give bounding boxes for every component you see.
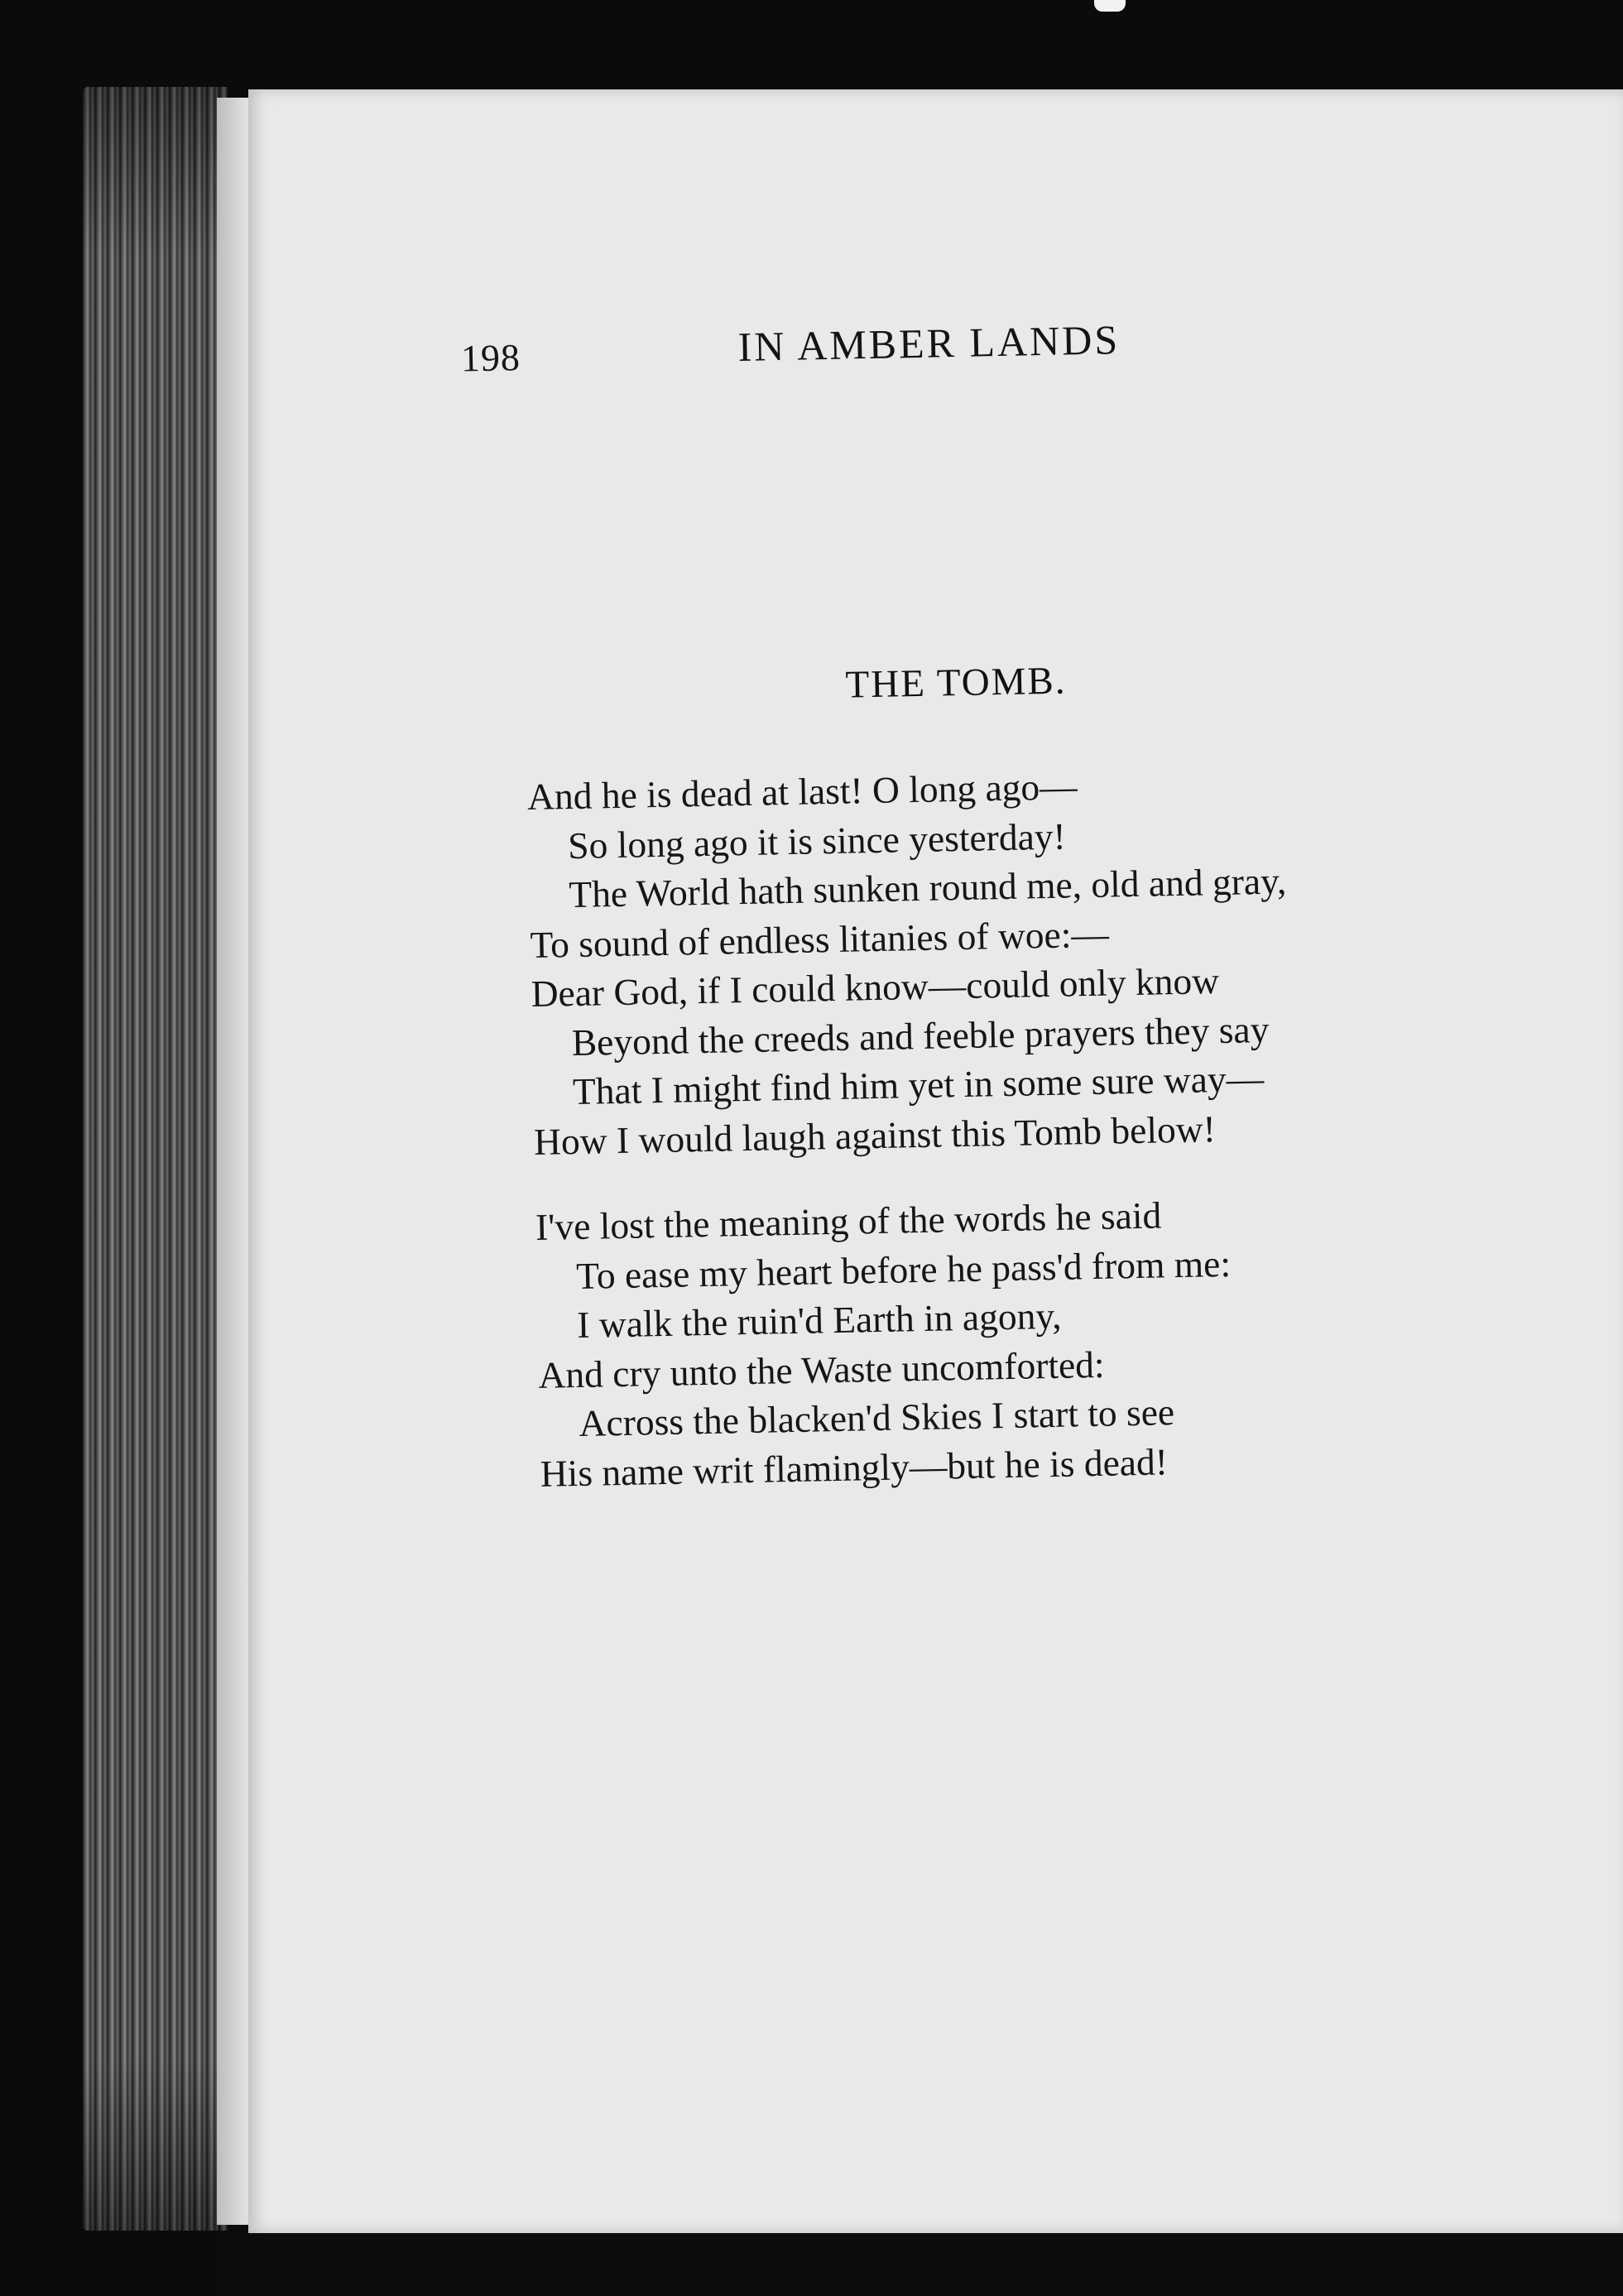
page-content	[234, 73, 1623, 2242]
poem-line: I walk the ruin'd Earth in agony,	[576, 1294, 1062, 1346]
poem-title: THE TOMB.	[845, 659, 1067, 707]
book-page-edges	[83, 87, 228, 2231]
stanza-1	[527, 757, 1292, 1165]
stanza-2	[535, 1189, 1235, 1498]
scan-mark	[1094, 0, 1126, 12]
book-page	[248, 89, 1623, 2233]
running-head: IN AMBER LANDS	[737, 316, 1121, 371]
poem-line: And cry unto the Waste uncomforted:	[537, 1343, 1106, 1396]
poem-line: His name writ flamingly—but he is dead!	[540, 1439, 1169, 1495]
poem-line: The World hath sunken round me, old and gray,	[568, 859, 1287, 916]
poem-line: And he is dead at last! O long ago—	[526, 765, 1078, 819]
poem-line: To sound of endless litanies of woe:—	[530, 912, 1110, 966]
poem-line: That I might find him yet in some sure way—	[572, 1057, 1265, 1113]
poem-line: Across the blacken'd Skies I start to see	[579, 1391, 1175, 1444]
poem-line: Beyond the creeds and feeble prayers they say	[571, 1007, 1270, 1064]
poem-line: How I would laugh against this Tomb below!	[533, 1107, 1217, 1163]
page-number: 198	[460, 336, 521, 380]
scan-bottom-border	[223, 2233, 1623, 2296]
poem-line: So long ago it is since yesterday!	[567, 814, 1067, 867]
poem-line: Dear God, if I could know—could only know	[531, 959, 1220, 1015]
poem-line: To ease my heart before he pass'd from me:	[575, 1242, 1232, 1297]
poem-line: I've lost the meaning of the words he said	[535, 1194, 1162, 1248]
